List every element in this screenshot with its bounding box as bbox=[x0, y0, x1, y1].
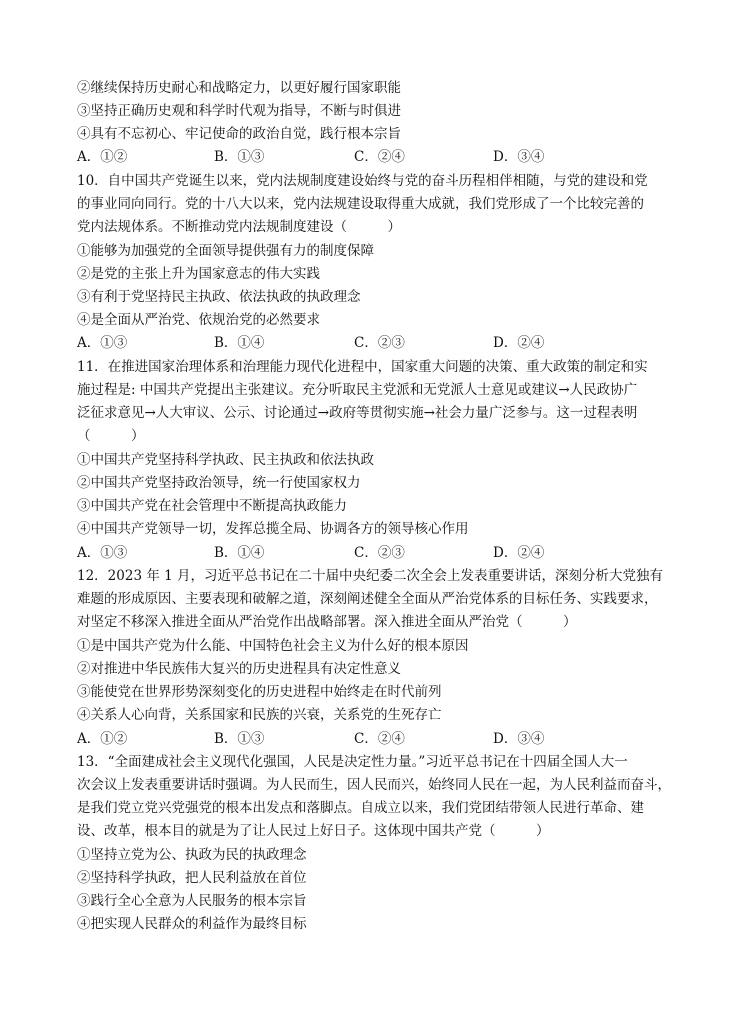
q12-item: ③能使党在世界形势深刻变化的历史进程中始终走在时代前列 bbox=[77, 684, 442, 700]
q12-stem-line: 难题的形成原因、主要表现和破解之道，深刻阐述健全全面从严治党体系的目标任务、实践要求， bbox=[77, 591, 658, 607]
q11-options bbox=[77, 543, 637, 565]
q13-stem-line: 是我们党立党兴党强党的根本出发点和落脚点。自成立以来，我们党团结带领人民进行革命、建 bbox=[77, 800, 644, 816]
q11-item: ①中国共产党坚持科学执政、民主执政和依法执政 bbox=[77, 452, 374, 468]
option-c[interactable]: C．②④ bbox=[354, 731, 405, 747]
q12-item: ④关系人心向背，关系国家和民族的兴衰，关系党的生死存亡 bbox=[77, 707, 442, 723]
q11-stem-line: 11．在推进国家治理体系和治理能力现代化进程中，国家重大问题的决策、重大政策的制定和实 bbox=[77, 359, 648, 375]
option-b[interactable]: B．①③ bbox=[214, 149, 265, 165]
option-a[interactable]: A．①③ bbox=[77, 335, 128, 351]
option-d[interactable]: D．②④ bbox=[493, 335, 545, 351]
q10-item: ①能够为加强党的全面领导提供强有力的制度保障 bbox=[77, 243, 374, 259]
q13-stem-line: 次会议上发表重要讲话时强调。为人民而生，因人民而兴，始终同人民在一起，为人民利益而奋斗， bbox=[77, 777, 671, 793]
q10-item: ④是全面从严治党、依规治党的必然要求 bbox=[77, 312, 320, 328]
q10-stem-line: 党内法规体系。不断推动党内法规制度建设（ ） bbox=[77, 219, 401, 235]
option-d[interactable]: D．③④ bbox=[493, 149, 545, 165]
intro-item-4: ④具有不忘初心、牢记使命的政治自觉，践行根本宗旨 bbox=[77, 126, 401, 142]
option-b[interactable]: B．①④ bbox=[214, 335, 265, 351]
q12-stem-line: 对坚定不移深入推进全面从严治党作出战略部署。深入推进全面从严治党（ ） bbox=[77, 614, 577, 630]
q11-item: ④中国共产党领导一切，发挥总揽全局、协调各方的领导核心作用 bbox=[77, 521, 469, 537]
q13-item: ①坚持立党为公、执政为民的执政理念 bbox=[77, 847, 307, 863]
intro-options bbox=[77, 147, 637, 169]
option-a[interactable]: A．①③ bbox=[77, 545, 128, 561]
q13-stem-line: 设、改革，根本目的就是为了让人民过上好日子。这体现中国共产党（ ） bbox=[77, 823, 550, 839]
q11-item: ②中国共产党坚持政治领导，统一行使国家权力 bbox=[77, 475, 361, 491]
q11-stem-line: （ ） bbox=[77, 428, 145, 444]
q12-options bbox=[77, 729, 637, 751]
q10-item: ③有利于党坚持民主执政、依法执政的执政理念 bbox=[77, 289, 361, 305]
option-b[interactable]: B．①③ bbox=[214, 731, 265, 747]
q11-stem-line: 施过程是: 中国共产党提出主张建议。充分听取民主党派和无党派人士意见或建议→人民政协广 bbox=[77, 382, 638, 398]
option-a[interactable]: A．①② bbox=[77, 731, 128, 747]
q11-stem-line: 泛征求意见→人大审议、公示、讨论通过→政府等贯彻实施→社会力量广泛参与。这一过程表明 bbox=[77, 405, 638, 421]
q11-item: ③中国共产党在社会管理中不断提高执政能力 bbox=[77, 498, 347, 514]
q12-item: ②对推进中华民族伟大复兴的历史进程具有决定性意义 bbox=[77, 661, 401, 677]
q13-item: ②坚持科学执政，把人民利益放在首位 bbox=[77, 870, 307, 886]
q12-stem-line: 12．2023 年 1 月，习近平总书记在二十届中央纪委二次全会上发表重要讲话，深刻分析大党独有 bbox=[77, 568, 663, 584]
q10-stem-line: 10．自中国共产党诞生以来，党内法规制度建设始终与党的奋斗历程相伴相随，与党的建设和党 bbox=[77, 173, 648, 189]
q13-stem-line: 13．“全面建成社会主义现代化强国，人民是决定性力量。”习近平总书记在十四届全国人大一 bbox=[77, 754, 628, 770]
intro-item-3: ③坚持正确历史观和科学时代观为指导，不断与时俱进 bbox=[77, 103, 401, 119]
q10-item: ②是党的主张上升为国家意志的伟大实践 bbox=[77, 266, 320, 282]
option-c[interactable]: C．②③ bbox=[354, 545, 405, 561]
intro-item-2: ②继续保持历史耐心和战略定力，以更好履行国家职能 bbox=[77, 80, 401, 96]
option-c[interactable]: C．②④ bbox=[354, 149, 405, 165]
q12-item: ①是中国共产党为什么能、中国特色社会主义为什么好的根本原因 bbox=[77, 638, 469, 654]
q10-stem-line: 的事业同向同行。党的十八大以来，党内法规建设取得重大成就，我们党形成了一个比较完善的 bbox=[77, 196, 644, 212]
option-b[interactable]: B．①④ bbox=[214, 545, 265, 561]
option-d[interactable]: D．②④ bbox=[493, 545, 545, 561]
q10-options bbox=[77, 333, 637, 355]
option-d[interactable]: D．③④ bbox=[493, 731, 545, 747]
q13-item: ④把实现人民群众的利益作为最终目标 bbox=[77, 916, 307, 932]
option-c[interactable]: C．②③ bbox=[354, 335, 405, 351]
q13-item: ③践行全心全意为人民服务的根本宗旨 bbox=[77, 893, 307, 909]
option-a[interactable]: A．①② bbox=[77, 149, 128, 165]
